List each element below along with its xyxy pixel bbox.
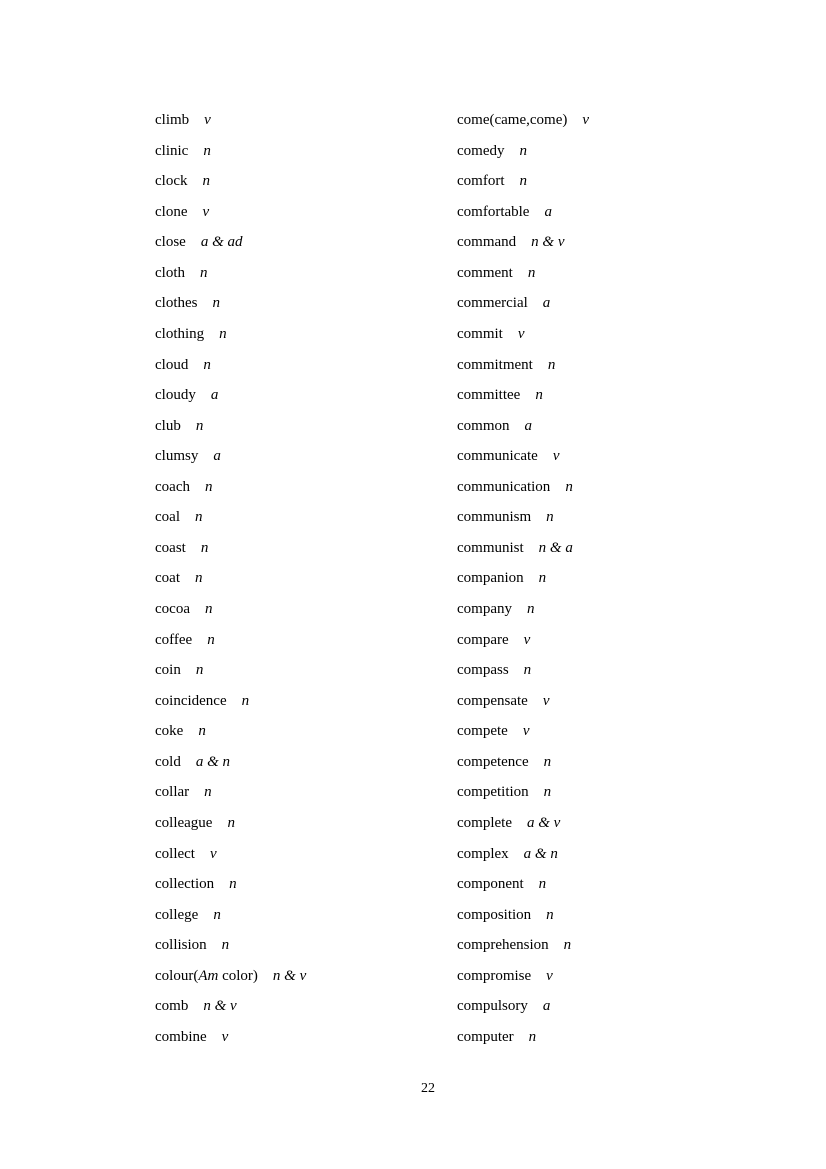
- entry-part-of-speech: n: [203, 356, 211, 373]
- entry-word: collection: [155, 876, 215, 893]
- word-entry: [457, 441, 589, 472]
- entry-word: college: [155, 906, 199, 923]
- entry-part-of-speech: n: [526, 601, 535, 617]
- word-entry: [155, 227, 306, 258]
- entry-word: competence: [457, 753, 529, 770]
- entry-part-of-speech: v: [204, 112, 211, 128]
- word-entry: [457, 777, 589, 808]
- entry-part-of-speech: n: [195, 417, 204, 434]
- entry-part-of-speech: n: [543, 753, 552, 770]
- entry-part-of-speech: n: [547, 356, 556, 373]
- word-entry: [155, 441, 306, 472]
- entry-part-of-speech: n: [519, 173, 527, 190]
- entry-part-of-speech: n & v: [531, 234, 565, 251]
- entry-part-of-speech: v: [202, 203, 210, 220]
- entry-word: close: [155, 234, 186, 251]
- entry-word: coffee: [155, 631, 193, 648]
- word-entry: [155, 716, 306, 747]
- word-entry: [457, 930, 589, 961]
- entry-word: clock: [155, 173, 188, 190]
- entry-word: coincidence: [155, 692, 227, 709]
- word-entry: [457, 533, 589, 564]
- entry-part-of-speech: v: [517, 325, 525, 342]
- entry-word: comment: [457, 264, 513, 281]
- page-number: 22: [421, 1081, 435, 1096]
- entry-word: collect: [155, 845, 195, 862]
- entry-word: common: [457, 417, 510, 434]
- entry-part-of-speech: a: [524, 417, 532, 434]
- entry-part-of-speech: a & v: [526, 814, 561, 831]
- word-entry: [155, 930, 306, 961]
- word-entry: [457, 563, 589, 594]
- word-entry: [155, 136, 306, 167]
- entry-word: compare: [457, 631, 509, 648]
- entry-part-of-speech: n: [535, 387, 543, 404]
- entry-word: clinic: [155, 142, 189, 159]
- entry-part-of-speech: n: [546, 509, 554, 526]
- entry-word: combine: [155, 1028, 207, 1045]
- word-entry: [457, 900, 589, 931]
- word-entry: [457, 808, 589, 839]
- word-entry: [457, 288, 589, 319]
- entry-word: club: [155, 417, 181, 434]
- entry-word: coin: [155, 662, 181, 679]
- entry-part-of-speech: v: [546, 967, 553, 984]
- word-entry: [155, 319, 306, 350]
- entry-part-of-speech: n & v: [203, 998, 237, 1015]
- entry-part-of-speech: a: [210, 387, 219, 404]
- word-entry: [457, 472, 589, 503]
- entry-word: compass: [457, 662, 509, 679]
- word-entry: [155, 869, 306, 900]
- entry-word: command: [457, 234, 517, 251]
- entry-word: computer: [457, 1028, 514, 1045]
- entry-word: coke: [155, 723, 184, 740]
- entry-word: communist: [457, 539, 524, 556]
- entry-word: communism: [457, 509, 532, 526]
- entry-part-of-speech: n: [241, 692, 250, 709]
- word-entry: [457, 625, 589, 656]
- entry-word: comedy: [457, 142, 505, 159]
- entry-word: clothes: [155, 295, 198, 312]
- word-entry: [457, 991, 589, 1022]
- entry-part-of-speech: a & n: [195, 753, 230, 770]
- word-entry: [155, 777, 306, 808]
- entry-part-of-speech: n: [538, 876, 547, 893]
- entry-part-of-speech: v: [582, 112, 590, 128]
- entry-word: colleague: [155, 814, 213, 831]
- entry-word: compulsory: [457, 998, 528, 1015]
- word-entry: [457, 166, 589, 197]
- word-entry: [457, 380, 589, 411]
- entry-part-of-speech: n: [204, 784, 212, 801]
- entry-word: cloth: [155, 264, 185, 281]
- entry-part-of-speech: v: [542, 692, 550, 709]
- word-entry: [457, 502, 589, 533]
- entry-part-of-speech: n: [523, 662, 532, 679]
- entry-word: clone: [155, 203, 188, 220]
- entry-part-of-speech: n: [194, 570, 203, 587]
- word-entry: [457, 839, 589, 870]
- entry-word: clumsy: [155, 448, 199, 465]
- entry-part-of-speech: n: [528, 1028, 537, 1045]
- entry-part-of-speech: a: [213, 448, 221, 465]
- entry-part-of-speech: n: [229, 876, 237, 893]
- word-entry: [457, 411, 589, 442]
- word-entry: [155, 105, 306, 136]
- entry-part-of-speech: v: [522, 723, 530, 740]
- entry-word: committee: [457, 387, 521, 404]
- word-entry: [155, 166, 306, 197]
- entry-word: comfortable: [457, 203, 530, 220]
- entry-word: coach: [155, 478, 190, 495]
- word-list-right-column: [457, 105, 589, 1052]
- word-entry: [457, 105, 589, 136]
- entry-word: climb: [155, 112, 190, 128]
- entry-word: coal: [155, 509, 180, 526]
- entry-part-of-speech: n: [221, 937, 230, 954]
- entry-word: company: [457, 601, 512, 617]
- word-entry: [155, 1022, 306, 1053]
- entry-word: communicate: [457, 448, 538, 465]
- word-entry: [457, 350, 589, 381]
- entry-part-of-speech: v: [523, 631, 531, 648]
- word-entry: [457, 197, 589, 228]
- entry-part-of-speech: a & n: [523, 845, 558, 862]
- entry-part-of-speech: n: [519, 142, 527, 159]
- word-entry: [457, 1022, 589, 1053]
- entry-word: colour(Am color): [155, 967, 258, 984]
- entry-word: collision: [155, 937, 207, 954]
- entry-part-of-speech: n & v: [272, 967, 307, 984]
- entry-part-of-speech: n: [198, 723, 206, 740]
- entry-part-of-speech: a & ad: [200, 234, 243, 251]
- entry-part-of-speech: n: [195, 662, 204, 679]
- entry-word: cloud: [155, 356, 189, 373]
- word-entry: [457, 227, 589, 258]
- entry-word: commit: [457, 325, 503, 342]
- word-entry: [155, 502, 306, 533]
- entry-part-of-speech: n: [543, 784, 552, 801]
- entry-word: compensate: [457, 692, 528, 709]
- entry-part-of-speech: n: [202, 173, 210, 190]
- entry-part-of-speech: n: [213, 906, 221, 923]
- entry-part-of-speech: n: [204, 478, 213, 495]
- entry-word: collar: [155, 784, 190, 801]
- entry-part-of-speech: v: [552, 448, 560, 465]
- word-entry: [457, 686, 589, 717]
- entry-word: cloudy: [155, 387, 196, 404]
- entry-part-of-speech: v: [221, 1028, 229, 1045]
- entry-part-of-speech: n: [219, 325, 227, 342]
- word-entry: [457, 655, 589, 686]
- entry-word: competition: [457, 784, 529, 801]
- word-entry: [457, 136, 589, 167]
- entry-part-of-speech: a: [542, 998, 551, 1015]
- word-entry: [457, 319, 589, 350]
- word-entry: [155, 839, 306, 870]
- word-entry: [155, 288, 306, 319]
- entry-word: commercial: [457, 295, 528, 312]
- entry-word: composition: [457, 906, 532, 923]
- entry-word: communication: [457, 478, 551, 495]
- word-entry: [457, 716, 589, 747]
- word-entry: [457, 594, 589, 625]
- entry-word: compete: [457, 723, 508, 740]
- word-entry: [155, 380, 306, 411]
- word-entry: [155, 808, 306, 839]
- word-entry: [155, 411, 306, 442]
- entry-word: comprehension: [457, 937, 549, 954]
- word-entry: [155, 747, 306, 778]
- entry-part-of-speech: n: [565, 478, 573, 495]
- entry-part-of-speech: n: [203, 142, 211, 159]
- word-entry: [155, 686, 306, 717]
- entry-word: cocoa: [155, 601, 190, 617]
- entry-part-of-speech: n: [194, 509, 203, 526]
- entry-part-of-speech: n: [546, 906, 554, 923]
- word-entry: [155, 258, 306, 289]
- entry-part-of-speech: n & a: [538, 539, 573, 556]
- word-entry: [155, 594, 306, 625]
- word-entry: [155, 961, 306, 992]
- word-entry: [155, 533, 306, 564]
- word-entry: [155, 197, 306, 228]
- word-entry: [155, 350, 306, 381]
- entry-word: complete: [457, 814, 512, 831]
- word-entry: [457, 258, 589, 289]
- entry-word: clothing: [155, 325, 205, 342]
- word-entry: [457, 961, 589, 992]
- entry-word: come(came,come): [457, 112, 568, 128]
- entry-word: comfort: [457, 173, 505, 190]
- entry-part-of-speech: n: [563, 937, 572, 954]
- word-entry: [155, 625, 306, 656]
- entry-word: commitment: [457, 356, 533, 373]
- entry-word: complex: [457, 845, 509, 862]
- word-entry: [457, 869, 589, 900]
- entry-part-of-speech: n: [538, 570, 547, 587]
- entry-word: coast: [155, 539, 186, 556]
- word-entry: [155, 900, 306, 931]
- word-entry: [155, 655, 306, 686]
- entry-word: cold: [155, 753, 181, 770]
- entry-part-of-speech: n: [207, 631, 215, 648]
- entry-part-of-speech: a: [544, 203, 552, 220]
- entry-part-of-speech: n: [204, 601, 213, 617]
- word-entry: [155, 472, 306, 503]
- entry-word: comb: [155, 998, 189, 1015]
- word-entry: [155, 991, 306, 1022]
- word-entry: [457, 747, 589, 778]
- entry-part-of-speech: n: [200, 264, 208, 281]
- entry-part-of-speech: n: [227, 814, 235, 831]
- entry-word: companion: [457, 570, 524, 587]
- word-entry: [155, 563, 306, 594]
- entry-part-of-speech: n: [200, 539, 209, 556]
- entry-part-of-speech: n: [212, 295, 220, 312]
- entry-word: compromise: [457, 967, 532, 984]
- entry-word: coat: [155, 570, 180, 587]
- entry-part-of-speech: v: [209, 845, 217, 862]
- word-list-left-column: [155, 105, 306, 1052]
- entry-word: component: [457, 876, 524, 893]
- entry-part-of-speech: n: [527, 264, 536, 281]
- entry-part-of-speech: a: [542, 295, 551, 312]
